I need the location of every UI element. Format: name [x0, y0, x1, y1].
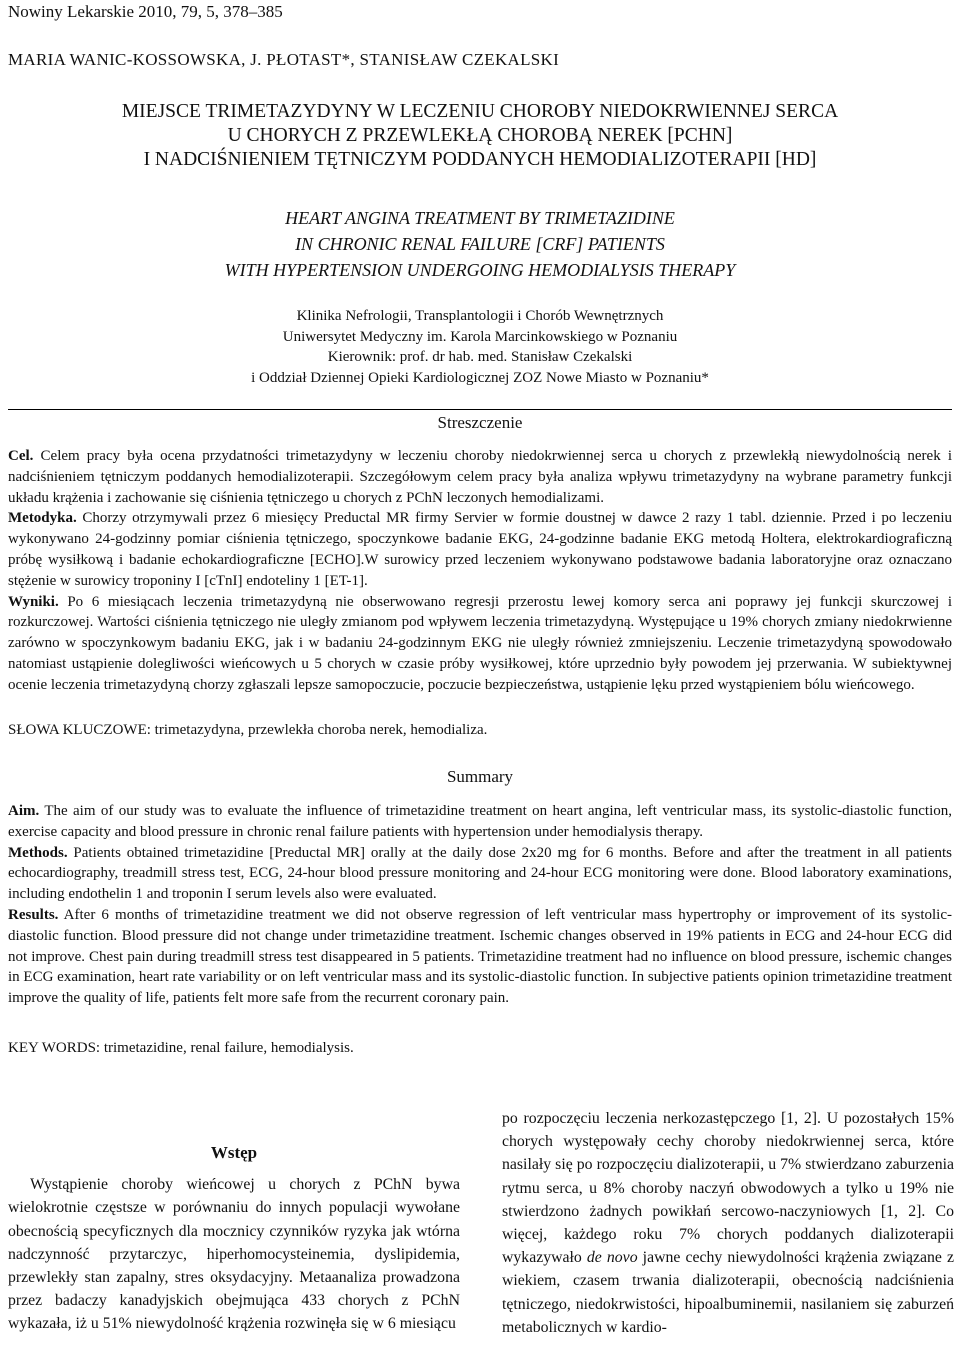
abstract-paragraph-results: [8, 905, 952, 1009]
title-english-line: IN CHRONIC RENAL FAILURE [CRF] PATIENTS: [295, 234, 665, 254]
affiliation: [0, 306, 960, 388]
abstract-paragraph-wyniki: [8, 592, 952, 696]
text-methods: Patients obtained trimetazidine [Preductal MR] orally at the daily dose 2x20 mg for 6 months. Before and after the treatment in all patients echocardiography, treadmill stress test, ECG, 24-hour blood pressure monitoring and 24-hour ECG monitoring were done. Blood laboratory examinations, including endothelin 1 and troponin I serum levels also were evaluated.: [8, 844, 952, 903]
text-aim: The aim of our study was to evaluate the influence of trimetazidine treatment on heart angina, left ventricular mass, its systolic-diastolic function, exercise capacity and blood pressure in chronic renal failure patients with hypertension under hemodialysis therapy.: [8, 803, 952, 840]
keywords-english: KEY WORDS: trimetazidine, renal failure, hemodialysis.: [8, 1040, 354, 1056]
abstract-paragraph-cel: [8, 446, 952, 508]
keywords-polish: SŁOWA KLUCZOWE: trimetazydyna, przewlekła choroba nerek, hemodializa.: [8, 722, 488, 738]
body-right-column: [502, 1107, 954, 1339]
label-cel: Cel.: [8, 448, 34, 464]
body-text: jawne cechy niewydolności krążenia związane z wiekiem, czasem trwania dializoterapii, obecnością nadciśnienia tętniczego, niedokrwistości, hipoalbuminemii, nasilaniem się zaburzeń metabolicznych w kardio-: [502, 1249, 954, 1336]
affiliation-line: i Oddział Dziennej Opieki Kardiologicznej ZOZ Nowe Miasto w Poznaniu*: [251, 369, 709, 386]
authors-line: MARIA WANIC-KOSSOWSKA, J. PŁOTAST*, STANISŁAW CZEKALSKI: [8, 50, 560, 69]
abstract-heading-en: Summary: [446, 767, 514, 786]
label-metodyka: Metodyka.: [8, 510, 77, 527]
abstract-polish: [8, 446, 952, 696]
title-polish-line: I NADCIŚNIENIEM TĘTNICZYM PODDANYCH HEMODIALIZOTERAPII [HD]: [143, 149, 817, 170]
label-aim: Aim.: [8, 803, 40, 819]
title-english: [0, 205, 960, 283]
title-english-line: WITH HYPERTENSION UNDERGOING HEMODIALYSIS THERAPY: [224, 260, 736, 280]
abstract-paragraph-methods: [8, 843, 952, 905]
title-polish-line: U CHORYCH Z PRZEWLEKŁĄ CHOROBĄ NEREK [PCHN]: [227, 125, 733, 146]
abstract-english: [8, 801, 952, 1009]
section-divider: [8, 409, 952, 410]
body-paragraph-continued: [502, 1107, 954, 1339]
label-results: Results.: [8, 906, 59, 923]
body-text-italic: de novo: [586, 1249, 638, 1267]
title-polish-line: MIEJSCE TRIMETAZYDYNY W LECZENIU CHOROBY NIEDOKRWIENNEJ SERCA: [121, 101, 839, 122]
title-english-line: HEART ANGINA TREATMENT BY TRIMETAZIDINE: [285, 208, 675, 228]
text-metodyka: Chorzy otrzymywali przez 6 miesięcy Preductal MR firmy Servier w formie doustnej w dawce 2 razy 1 tabl. dziennie. Przed i po leczeniu wykonywano 24-godzinny pomiar ciśnienia tętniczego, spoczynkowe badanie EKG, 24-godzinne badanie EKG metodą Holtera, elektrokardiograficzną próbę wysiłkową i badanie echokardiograficzne [ECHO].W surowicy przed leczeniem wykonywano podstawowe badania laboratoryjne oraz oznaczano stężenie w surowicy troponiny I [cTnI] endoteliny 1 [ET-1].: [8, 510, 952, 589]
affiliation-line: Uniwersytet Medyczny im. Karola Marcinkowskiego w Poznaniu: [282, 328, 678, 345]
abstract-paragraph-aim: [8, 801, 952, 843]
affiliation-line: Kierownik: prof. dr hab. med. Stanisław Czekalski: [327, 349, 633, 365]
text-cel: Celem pracy była ocena przydatności trimetazydyny w leczeniu choroby niedokrwiennej serca u chorych z przewlekłą niewydolnością nerek i nadciśnieniem tętniczym poddanych hemodializoterapii. Szczegółowym celem pracy była analiza wpływu trimetazydyny na wybrane parametry funkcji układu krążenia i zachowanie się ciśnienia tętniczego u chorych z PChN leczonych hemodializami.: [8, 448, 952, 506]
text-results: After 6 months of trimetazidine treatment we did not observe regression of left ventricular mass hypertrophy or improvement of its systolic-diastolic function. Blood pressure did not change under trimetazidine treatment. Ischemic changes observed in 19% patients in ECG and 24-hour ECG did not improve. Chest pain during treadmill stress test disappeared in 5 patients. Trimetazidine treatment had no influence on blood pressure, ischemic changes in ECG examination, heart rate variability or on left ventricular mass and its systolic-diastolic function. In subjective patients opinion trimetazidine treatment improve the quality of life, patients felt more safe from the recurrent coronary pain.: [8, 906, 952, 1007]
body-left-column: [8, 1141, 460, 1336]
affiliation-line: Klinika Nefrologii, Transplantologii i Chorób Wewnętrznych: [296, 308, 664, 324]
label-methods: Methods.: [8, 844, 68, 861]
abstract-heading-pl: Streszczenie: [437, 413, 523, 432]
text-wyniki: Po 6 miesiącach leczenia trimetazydyną nie obserwowano regresji przerostu lewej komory serca ani poprawy jej funkcji skurczowej i rozkurczowej. Wartości ciśnienia tętniczego nie uległy zmianom pod wpływem leczenia trimetazydyną. Występujące u 19% chorych zmiany niedokrwienne zarówno w spoczynkowym badaniu EKG, jak i w badaniu 24-godzinnym EKG nie uległy również zmniejszeniu. Leczenie trimetazydyną spowodowało natomiast ustąpienie dolegliwości wieńcowych u 5 chorych w czasie próby wysiłkowej, które uprzednio były powodem jej przerwania. W subiektywnej ocenie leczenia trimetazydyną chorzy zgłaszali lepsze samopoczucie, poczucie bezpieczeństwa, ustąpienie lęku przed wystąpieniem bólu wieńcowego.: [8, 593, 952, 693]
section-heading-wstep: Wstęp: [210, 1143, 258, 1162]
body-paragraph: Wystąpienie choroby wieńcowej u chorych z PChN bywa wielokrotnie częstsze w porównaniu do innych populacji wywołane obecnością specyficznych dla mocznicy czynników ryzyka jak wtórna nadczynność przytarczyc, hiperhomocysteinemia, dyslipidemia, przewlekły stan zapalny, stres oksydacyjny. Metaanaliza prowadzona przez badaczy kanadyjskich obejmująca 433 chorych z PChN wykazała, iż u 51% niewydolność krążenia rozwinęła się w 6 miesiącu: [8, 1176, 460, 1333]
journal-citation: Nowiny Lekarskie 2010, 79, 5, 378–385: [8, 2, 283, 21]
abstract-paragraph-metodyka: [8, 508, 952, 591]
label-wyniki: Wyniki.: [8, 593, 59, 610]
body-text: po rozpoczęciu leczenia nerkozastępczego [1, 2]. U pozostałych 15% chorych występowały cechy choroby niedokrwiennej serca, które nasilały się po rozpoczęciu dializoterapii, u 7% stwierdzano zaburzenia rytmu serca, u 8% choroby naczyń obwodowych a tylko u 19% nie stwierdzono żadnych powikłań sercowo-naczyniowych [1, 2]. Co więcej, każdego roku 7% chorych poddanych dializoterapii wykazywało: [502, 1110, 954, 1267]
title-polish: [0, 100, 960, 172]
